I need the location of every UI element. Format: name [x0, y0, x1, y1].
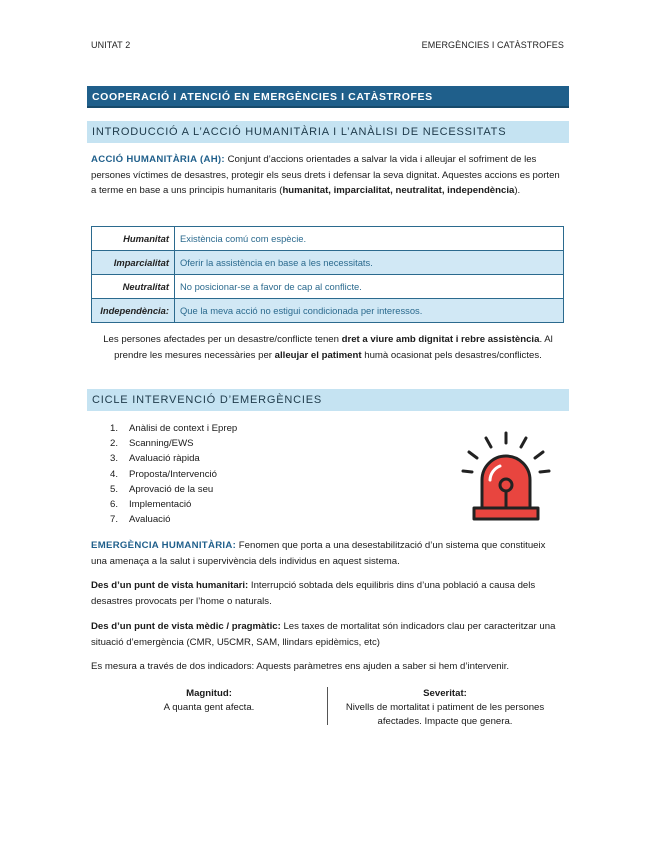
rights-bold: alleujar el patiment	[274, 349, 362, 361]
list-item	[110, 482, 237, 497]
principle-name: Neutralitat	[92, 275, 175, 299]
emergency-text: Fenomen que porta a una desestabilització d’un sistema que constitueix una amenaça a la salut i supervivència dels individus en aquest sistema.	[91, 540, 546, 567]
principle-desc: Oferir la assistència en base a les necessitats.	[175, 251, 564, 275]
column-divider	[327, 687, 328, 725]
medical-view	[91, 619, 564, 650]
step-number: 3.	[110, 453, 119, 465]
rights-paragraph	[88, 332, 568, 363]
list-item	[110, 421, 237, 436]
step-label: Proposta/Intervenció	[129, 468, 217, 480]
rights-bold: dret a viure amb dignitat i rebre assistència	[341, 334, 540, 345]
severity-column	[330, 687, 560, 729]
ah-principles-bold: humanitat, imparcialitat, neutralitat, independència	[282, 185, 515, 196]
principle-desc: Existència comú com espècie.	[175, 227, 564, 251]
principle-name: Humanitat	[92, 227, 175, 251]
humanitarian-view	[91, 578, 564, 609]
ah-definition	[91, 152, 564, 199]
list-item	[110, 512, 237, 527]
humanitarian-text: Interrupció sobtada dels equilibris dins d’una població a causa dels desastres provocats per l’home o naturals.	[91, 580, 536, 607]
step-label: Avaluació	[129, 514, 171, 526]
magnitude-text: A quanta gent afecta.	[163, 702, 255, 713]
step-number: 4.	[110, 468, 119, 480]
alarm-siren-icon	[460, 430, 552, 522]
ah-text: Conjunt d’accions orientades a salvar la vida i alleujar el sofriment de les persones víctimes de desastres, protegir els seus drets i defensar la seva dignitat. Aquestes accions es porten a terme en base a uns principis humanitaris (	[91, 154, 560, 196]
section-heading-intro: INTRODUCCIÓ A L’ACCIÓ HUMANITÀRIA I L’ANÀLISI DE NECESSITATS	[87, 121, 569, 143]
step-label: Aprovació de la seu	[129, 483, 214, 495]
ah-text-end: ).	[514, 185, 521, 196]
medical-label: Des d’un punt de vista mèdic / pragmàtic:	[91, 621, 281, 632]
page-title: COOPERACIÓ I ATENCIÓ EN EMERGÈNCIES I CATÀSTROFES	[87, 86, 569, 108]
cycle-list	[110, 421, 237, 527]
magnitude-title: Magnitud:	[186, 688, 232, 699]
header-topic: EMERGÈNCIES I CATÀSTROFES	[421, 40, 564, 50]
ah-label: ACCIÓ HUMANITÀRIA (AH):	[91, 154, 225, 165]
emergency-label: EMERGÈNCIA HUMANITÀRIA:	[91, 540, 237, 551]
step-number: 6.	[110, 498, 119, 510]
step-label: Anàlisi de context i Eprep	[129, 423, 238, 434]
list-item	[110, 436, 237, 451]
rights-text: . Al prendre les mesures necessàries per	[114, 334, 553, 361]
principle-desc: No posicionar-se a favor de cap al conflicte.	[175, 275, 564, 299]
step-label: Avaluació ràpida	[129, 453, 200, 465]
severity-text: Nivells de mortalitat i patiment de les persones afectades. Impacte que genera.	[345, 702, 545, 727]
humanitarian-label: Des d’un punt de vista humanitari:	[91, 580, 249, 591]
section-heading-cycle: CICLE INTERVENCIÓ D’EMERGÈNCIES	[87, 389, 569, 411]
medical-text: Les taxes de mortalitat són indicadors clau per caracteritzar una situació d’emergència (CMR, U5CMR, SAM, llindars epidèmics, etc)	[91, 621, 556, 648]
header-unit: UNITAT 2	[91, 40, 131, 50]
magnitude-column	[94, 687, 324, 715]
principle-desc: Que la meva acció no estigui condicionada per interessos.	[175, 299, 564, 323]
principle-name: Independència:	[92, 299, 175, 323]
emergency-definition	[91, 538, 564, 569]
table-row	[92, 251, 564, 275]
step-label: Implementació	[129, 498, 192, 510]
principle-name: Imparcialitat	[92, 251, 175, 275]
list-item	[110, 467, 237, 482]
step-number: 1.	[110, 423, 119, 434]
table-row	[92, 299, 564, 323]
table-row	[92, 275, 564, 299]
severity-title: Severitat:	[423, 688, 467, 699]
table-row	[92, 227, 564, 251]
principles-table	[91, 226, 564, 323]
step-number: 7.	[110, 514, 119, 526]
rights-text: humà ocasionat pels desastres/conflictes.	[361, 349, 542, 361]
step-label: Scanning/EWS	[129, 438, 194, 450]
step-number: 5.	[110, 483, 119, 495]
list-item	[110, 451, 237, 466]
list-item	[110, 497, 237, 512]
indicators-intro: Es mesura a través de dos indicadors: Aquests paràmetres ens ajuden a saber si hem d’intervenir.	[91, 661, 510, 672]
rights-text: Les persones afectades per un desastre/conflicte tenen	[103, 334, 342, 345]
step-number: 2.	[110, 438, 119, 450]
